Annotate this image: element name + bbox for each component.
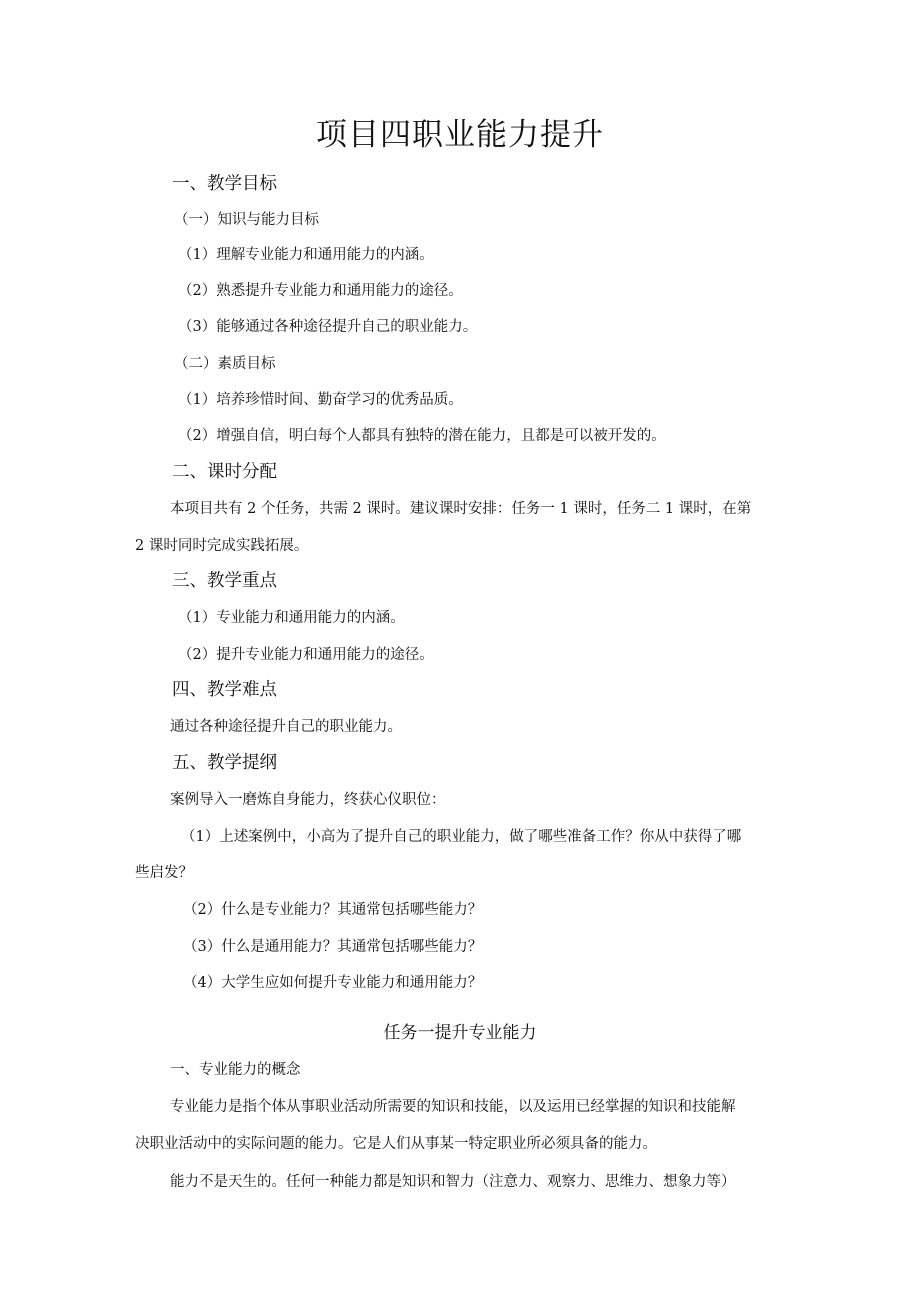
paragraph-line: 能力不是天生的。任何一种能力都是知识和智力（注意力、观察力、思维力、想象力等）: [170, 1174, 736, 1190]
section-heading-difficulties: 四、教学难点: [172, 680, 277, 700]
subheading-quality-goals: （二）素质目标: [174, 356, 276, 372]
section-heading-outline: 五、教学提纲: [172, 753, 277, 773]
list-item: （1）培养珍惜时间、勤奋学习的优秀品质。: [178, 392, 463, 408]
list-item: （2）熟悉提升专业能力和通用能力的途径。: [178, 283, 463, 299]
paragraph-line: 决职业活动中的实际问题的能力。它是人们从事某一特定职业所必须具备的能力。: [135, 1136, 657, 1152]
page-title: 项目四职业能力提升: [316, 117, 604, 153]
list-item: （3）什么是通用能力？其通常包括哪些能力？: [183, 939, 483, 955]
paragraph-line: 本项目共有 2 个任务，共需 2 课时。建议课时安排：任务一 1 课时，任务二 1 课时，在第: [170, 501, 752, 517]
list-item: （2）提升专业能力和通用能力的途径。: [178, 647, 434, 663]
section-heading-teaching-goals: 一、教学目标: [172, 174, 277, 194]
list-item-continuation: 些启发？: [135, 865, 193, 881]
section-heading-class-hours: 二、课时分配: [172, 462, 277, 482]
subheading-concept: 一、专业能力的概念: [170, 1062, 301, 1078]
list-item: （4）大学生应如何提升专业能力和通用能力？: [183, 975, 483, 991]
paragraph-line: 通过各种途径提升自己的职业能力。: [170, 719, 402, 735]
list-item: （1）专业能力和通用能力的内涵。: [178, 610, 405, 626]
list-item: （2）什么是专业能力？其通常包括哪些能力？: [183, 902, 483, 918]
list-item: （2）增强自信，明白每个人都具有独特的潜在能力，且都是可以被开发的。: [178, 428, 666, 444]
paragraph-line: 案例导入一磨炼自身能力，终获心仪职位：: [170, 792, 446, 808]
list-item: （3）能够通过各种途径提升自己的职业能力。: [178, 319, 478, 335]
list-item: （1）理解专业能力和通用能力的内涵。: [178, 247, 434, 263]
task-title: 任务一提升专业能力: [383, 1023, 537, 1043]
paragraph-line: 2 课时同时完成实践拓展。: [135, 538, 309, 554]
subheading-knowledge-ability: （一）知识与能力目标: [174, 212, 319, 228]
section-heading-key-points: 三、教学重点: [172, 571, 277, 591]
list-item: （1）上述案例中，小高为了提升自己的职业能力，做了哪些准备工作？你从中获得了哪: [181, 829, 742, 845]
paragraph-line: 专业能力是指个体从事职业活动所需要的知识和技能，以及运用已经掌握的知识和技能解: [170, 1099, 736, 1115]
